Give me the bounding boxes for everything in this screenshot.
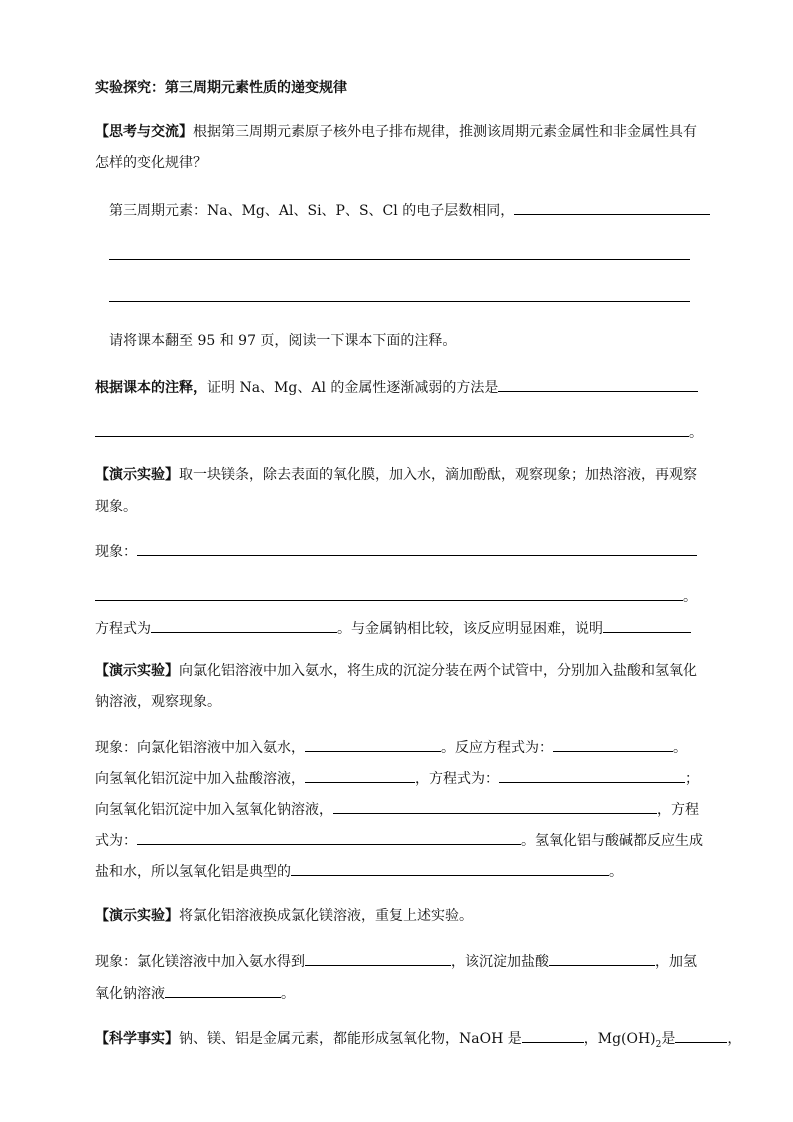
demo2-r1-blank-2[interactable] (553, 737, 673, 752)
period3-text: 第三周期元素：Na、Mg、Al、Si、P、S、Cl 的电子层数相同， (109, 203, 515, 219)
fact-mg: Mg(OH) (597, 1031, 656, 1047)
prove-line (95, 377, 698, 397)
demo3-text: 将氯化铝溶液换成氯化镁溶液，重复上述实验。 (179, 908, 473, 924)
demo1-line-2: 现象。 (95, 499, 137, 515)
fact-end: ， (727, 1031, 742, 1047)
demo1-phenomenon-blank[interactable] (137, 541, 697, 556)
demo1-phenomenon-end: 。 (683, 589, 697, 605)
demo2-r2-text: 向氢氧化铝沉淀中加入盐酸溶液， (95, 771, 305, 787)
prove-bold: 根据课本的注释， (95, 380, 207, 396)
fact-tag: 【科学事实】 (95, 1031, 179, 1047)
demo3-r2-end: 。 (281, 986, 295, 1002)
demo3-line (95, 906, 473, 926)
demo2-r2-end: ； (685, 771, 699, 787)
fact-blank-2[interactable] (675, 1028, 727, 1043)
demo2-row-3 (95, 799, 699, 819)
prove-end: 。 (689, 425, 703, 441)
demo3-r1-text-3: ，加氢 (655, 954, 697, 970)
demo2-r4-text: 式为： (95, 833, 137, 849)
think-line-2: 怎样的变化规律？ (95, 155, 207, 171)
demo1-phenomenon-line (95, 541, 697, 561)
think-line-1 (95, 122, 697, 142)
period3-line (109, 200, 710, 220)
prove-text: 证明 Na、Mg、Al 的金属性逐渐减弱的方法是 (207, 380, 499, 396)
demo2-line-2: 钠溶液，观察现象。 (95, 694, 221, 710)
demo2-r1-text: 现象：向氯化铝溶液中加入氨水， (95, 740, 305, 756)
answer-line-1[interactable] (109, 259, 690, 260)
demo1-text-1: 取一块镁条，除去表面的氧化膜，加入水，滴加酚酞，观察现象；加热溶液，再观察 (179, 467, 697, 483)
demo2-r3-text-2: ，方程 (657, 802, 699, 818)
fact-mg-sub: 2 (655, 1039, 662, 1050)
fact-sep: ， (583, 1031, 598, 1047)
demo2-r5-blank[interactable] (291, 861, 609, 876)
demo3-r1-text-2: ，该沉淀加盐酸 (451, 954, 549, 970)
demo1-line-1 (95, 465, 697, 485)
fact-blank-1[interactable] (522, 1028, 584, 1043)
demo1-phenomenon-blank-2[interactable] (95, 586, 683, 601)
demo3-r1-blank-1[interactable] (305, 951, 451, 966)
demo3-row-1 (95, 951, 697, 971)
fact-mg-tail: 是 (661, 1031, 676, 1047)
demo1-compare-blank[interactable] (603, 618, 691, 633)
demo2-r2-blank-2[interactable] (499, 768, 685, 783)
prove-blank-2[interactable] (95, 422, 689, 437)
prove-blank[interactable] (498, 377, 698, 392)
demo3-r1-text: 现象：氯化镁溶液中加入氨水得到 (95, 954, 305, 970)
demo3-row-2 (95, 983, 295, 1003)
demo3-r2-text: 氧化钠溶液 (95, 986, 165, 1002)
demo2-r2-blank-1[interactable] (305, 768, 415, 783)
demo1-tag: 【演示实验】 (95, 467, 179, 483)
demo2-r4-text-2: 。氢氧化铝与酸碱都反应生成 (521, 833, 703, 849)
demo2-r1-end: 。 (673, 740, 687, 756)
demo2-row-5 (95, 861, 623, 881)
demo1-phenomenon-line-2 (95, 586, 697, 606)
think-tag: 【思考与交流】 (95, 124, 193, 140)
demo2-r3-text: 向氢氧化铝沉淀中加入氢氧化钠溶液， (95, 802, 333, 818)
demo2-row-1 (95, 737, 687, 757)
demo2-row-4 (95, 830, 703, 850)
demo2-r5-text: 盐和水，所以氢氧化铝是典型的 (95, 864, 291, 880)
demo1-equation-blank[interactable] (151, 618, 337, 633)
demo3-r1-blank-2[interactable] (549, 951, 655, 966)
prove-line-2 (95, 422, 703, 442)
demo2-text-1: 向氯化铝溶液中加入氨水，将生成的沉淀分装在两个试管中，分别加入盐酸和氢氧化 (179, 663, 697, 679)
think-text-1: 根据第三周期元素原子核外电子排布规律，推测该周期元素金属性和非金属性具有 (193, 124, 697, 140)
demo3-r2-blank[interactable] (165, 983, 281, 998)
demo1-equation-line (95, 618, 691, 638)
read-note: 请将课本翻至 95 和 97 页，阅读一下课本下面的注释。 (109, 333, 457, 349)
demo2-r1-text-2: 。反应方程式为： (441, 740, 553, 756)
demo2-r5-end: 。 (609, 864, 623, 880)
demo2-r3-blank[interactable] (333, 799, 657, 814)
period3-blank[interactable] (514, 200, 710, 215)
answer-line-2[interactable] (109, 301, 690, 302)
demo2-r1-blank-1[interactable] (305, 737, 441, 752)
demo1-compare-text: 。与金属钠相比较，该反应明显困难，说明 (337, 621, 603, 637)
page-title: 实验探究：第三周期元素性质的递变规律 (95, 80, 347, 96)
demo2-r2-text-2: ，方程式为： (415, 771, 499, 787)
fact-line (95, 1028, 741, 1048)
demo1-phenomenon-label: 现象： (95, 544, 137, 560)
fact-text: 钠、镁、铝是金属元素，都能形成氢氧化物，NaOH 是 (179, 1031, 522, 1047)
demo1-equation-label: 方程式为 (95, 621, 151, 637)
demo3-tag: 【演示实验】 (95, 908, 179, 924)
demo2-r4-blank[interactable] (137, 830, 521, 845)
demo2-line-1 (95, 661, 697, 681)
demo2-row-2 (95, 768, 699, 788)
demo2-tag: 【演示实验】 (95, 663, 179, 679)
